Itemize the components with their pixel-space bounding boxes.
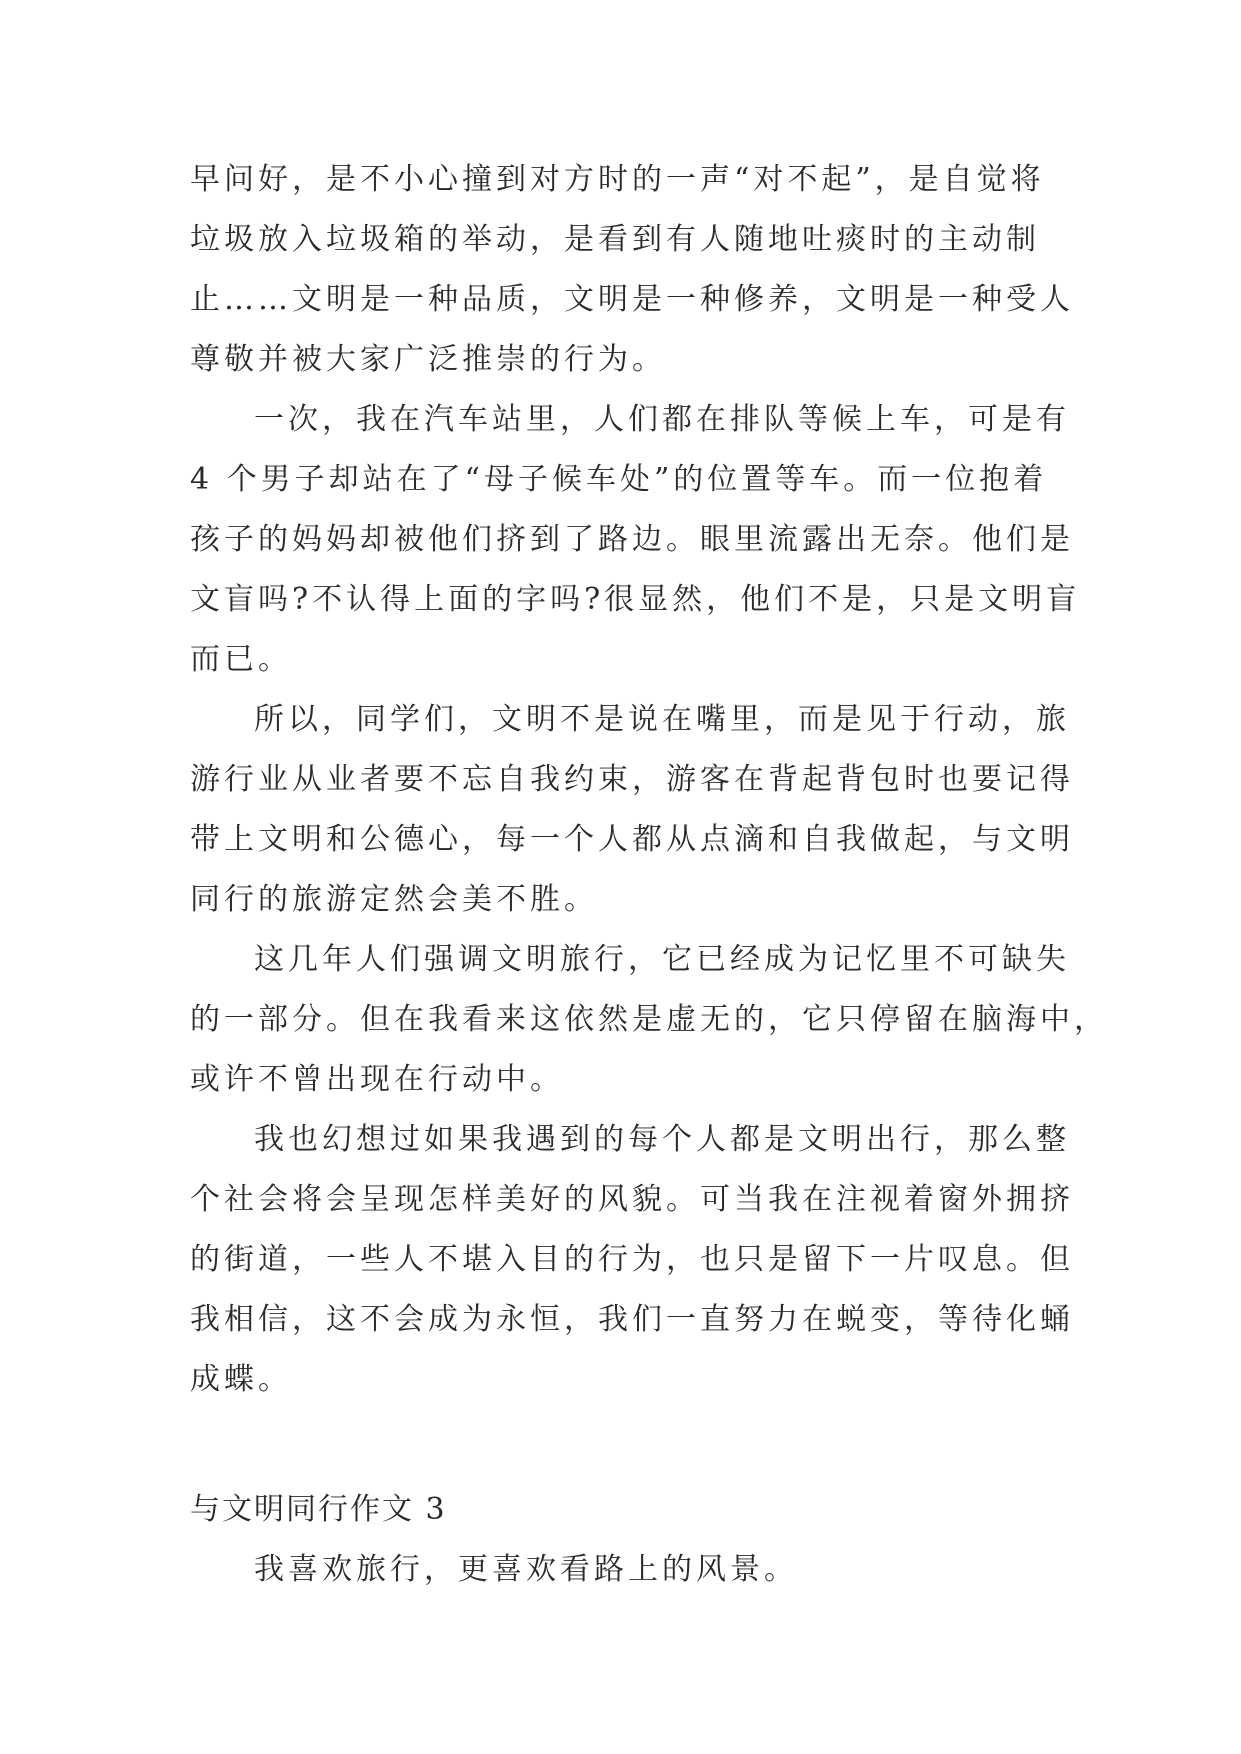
text-line: 的街道，一些人不堪入目的行为，也只是留下一片叹息。但 — [190, 1242, 1074, 1277]
text-line: 尊敬并被大家广泛推崇的行为。 — [190, 342, 666, 377]
paragraph-6 — [190, 1540, 1050, 1600]
text-line: 同行的旅游定然会美不胜。 — [190, 882, 598, 917]
text-line: 我也幻想过如果我遇到的每个人都是文明出行，那么整 — [254, 1122, 1070, 1157]
section-title: 与文明同行作文 3 — [190, 1492, 447, 1527]
text-line: 而已。 — [190, 642, 292, 677]
text-line: 游行业从业者要不忘自我约束，游客在背起背包时也要记得 — [190, 762, 1074, 797]
text-line: 所以，同学们，文明不是说在嘴里，而是见于行动，旅 — [254, 702, 1070, 737]
text-line: 或许不曾出现在行动中。 — [190, 1062, 564, 1097]
paragraph-2 — [190, 390, 1081, 690]
text-line: 个社会将会呈现怎样美好的风貌。可当我在注视着窗外拥挤 — [190, 1182, 1074, 1217]
text-line: 我喜欢旅行，更喜欢看路上的风景。 — [254, 1552, 798, 1587]
text-line: 止……文明是一种品质，文明是一种修养，文明是一种受人 — [190, 282, 1074, 317]
paragraph-1 — [190, 150, 1074, 390]
text-line: 这几年人们强调文明旅行，它已经成为记忆里不可缺失 — [254, 942, 1070, 977]
text-line: 早问好，是不小心撞到对方时的一声“对不起”，是自觉将 — [190, 162, 1045, 197]
section-heading — [190, 1480, 1050, 1540]
text-line: 我相信，这不会成为永恒，我们一直努力在蜕变，等待化蛹 — [190, 1302, 1074, 1337]
text-line: 成蝶。 — [190, 1362, 292, 1397]
text-line: 孩子的妈妈却被他们挤到了路边。眼里流露出无奈。他们是 — [190, 522, 1074, 557]
paragraph-3 — [190, 690, 1074, 930]
paragraph-4 — [190, 930, 1108, 1110]
text-line: 文盲吗?不认得上面的字吗?很显然，他们不是，只是文明盲 — [190, 582, 1081, 617]
paragraph-5 — [190, 1110, 1074, 1410]
text-line: 带上文明和公德心，每一个人都从点滴和自我做起，与文明 — [190, 822, 1074, 857]
text-line: 一次，我在汽车站里，人们都在排队等候上车，可是有 — [254, 402, 1070, 437]
text-line: 4 个男子却站在了“母子候车处”的位置等车。而一位抱着 — [190, 462, 1048, 497]
text-line: 的一部分。但在我看来这依然是虚无的，它只停留在脑海中， — [190, 1002, 1108, 1037]
text-line: 垃圾放入垃圾箱的举动，是看到有人随地吐痰时的主动制 — [190, 222, 1040, 257]
